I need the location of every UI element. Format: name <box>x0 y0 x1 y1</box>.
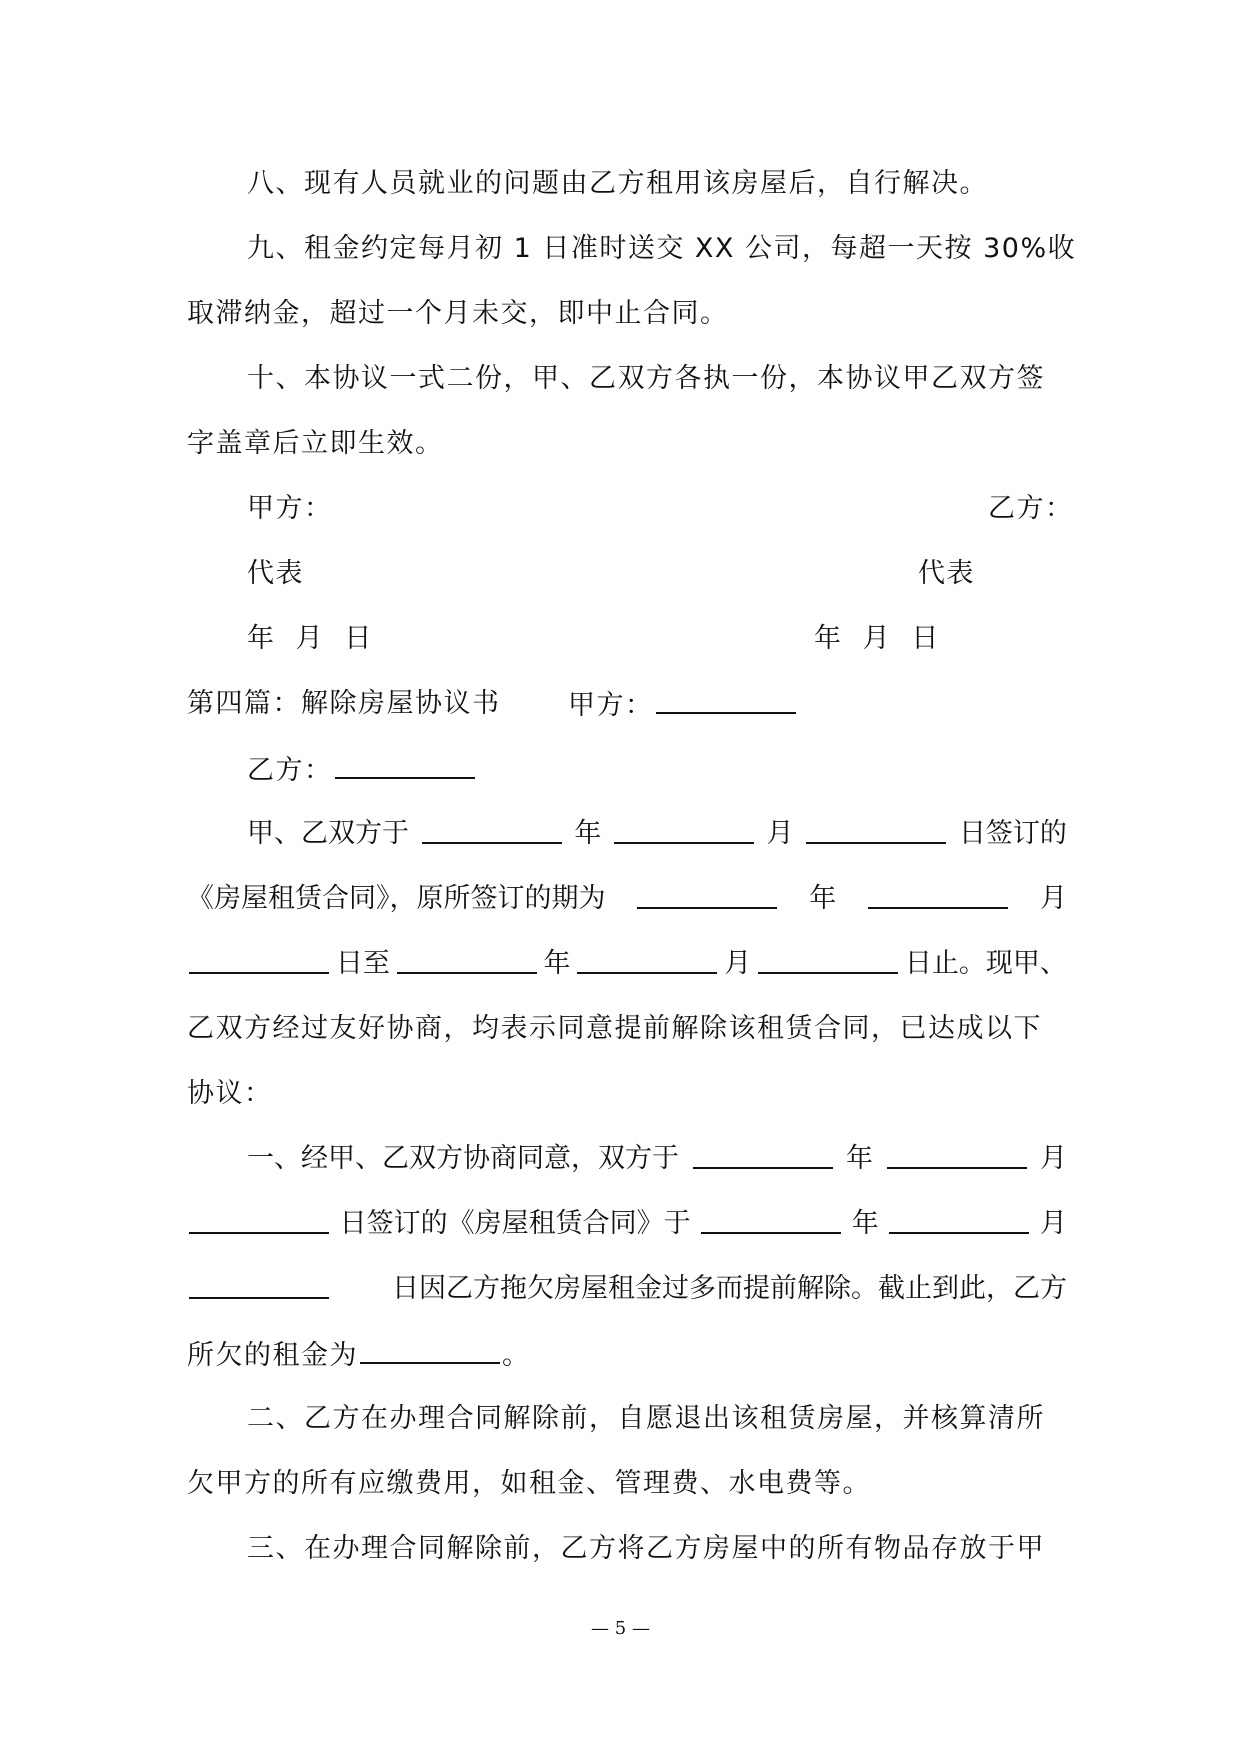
clause-1-line-2 <box>187 1204 1067 1244</box>
text-segment: 日至 <box>335 948 390 979</box>
text-segment: 日止。现甲、 <box>904 948 1067 979</box>
clause-2-line-1: 二、乙方在办理合同解除前，自愿退出该租赁房屋，并核算清所 <box>247 1403 1045 1434</box>
blank-line <box>614 814 754 844</box>
clause-10-line-1: 十、本协议一式二份，甲、乙双方各执一份，本协议甲乙双方签 <box>247 363 1045 394</box>
signature-rep-a: 代表 <box>247 558 304 589</box>
text-segment: 甲、乙双方于 <box>247 818 409 849</box>
signature-party-b: 乙方： <box>988 493 1074 524</box>
text-segment: 月 <box>724 948 752 979</box>
blank-line <box>577 944 717 974</box>
signature-date-a: 年 月 日 <box>247 623 373 654</box>
clause-9-line-2: 取滞纳金，超过一个月未交，即中止合同。 <box>187 298 729 329</box>
text-segment: 年 <box>809 883 837 914</box>
party-a-blank <box>656 684 796 714</box>
intro-line-2 <box>187 879 1067 919</box>
text-segment: 月 <box>1040 1143 1067 1174</box>
clause-1-line-1 <box>247 1139 1067 1179</box>
section-4-heading: 第四篇：解除房屋协议书 <box>187 688 501 719</box>
page-number: — 5 — <box>591 1618 650 1639</box>
text-segment: 日签订的 <box>958 818 1067 849</box>
blank-line <box>397 944 537 974</box>
text-segment: 《房屋租赁合同》，原所签订的期为 <box>187 883 606 914</box>
blank-line <box>360 1334 500 1364</box>
text-segment: 月 <box>766 818 794 849</box>
section-4-party-a <box>568 684 798 726</box>
clause-9-line-1: 九、租金约定每月初 1 日准时送交 XX 公司，每超一天按 30%收 <box>247 233 1077 264</box>
text-segment: 一、经甲、乙双方协商同意，双方于 <box>247 1143 679 1174</box>
blank-line <box>758 944 898 974</box>
blank-line <box>701 1204 841 1234</box>
text-segment: 年 <box>846 1143 873 1174</box>
blank-line <box>693 1139 833 1169</box>
blank-line <box>889 1204 1029 1234</box>
signature-rep-b: 代表 <box>918 558 975 589</box>
blank-line <box>422 814 562 844</box>
text-segment: 日签订的《房屋租赁合同》于 <box>339 1208 691 1239</box>
blank-line <box>189 1269 329 1299</box>
intro-line-4: 乙双方经过友好协商，均表示同意提前解除该租赁合同，已达成以下 <box>187 1013 1042 1044</box>
text-segment: 年 <box>574 818 602 849</box>
text-segment: 年 <box>851 1208 879 1239</box>
text-segment: 。 <box>502 1340 531 1371</box>
blank-line <box>189 944 329 974</box>
signature-party-a: 甲方： <box>247 493 333 524</box>
text-segment: 月 <box>1040 883 1067 914</box>
clause-3-line-1: 三、在办理合同解除前，乙方将乙方房屋中的所有物品存放于甲 <box>247 1533 1045 1564</box>
blank-line <box>868 879 1008 909</box>
intro-line-3 <box>187 944 1067 984</box>
clause-10-line-2: 字盖章后立即生效。 <box>187 428 444 459</box>
blank-line <box>887 1139 1027 1169</box>
text-segment: 所欠的租金为 <box>187 1340 358 1371</box>
intro-line-5: 协议： <box>187 1078 273 1109</box>
text-segment: 年 <box>543 948 571 979</box>
text-segment: 月 <box>1039 1208 1067 1239</box>
clause-8: 八、现有人员就业的问题由乙方租用该房屋后，自行解决。 <box>247 168 988 199</box>
clause-1-line-4 <box>187 1334 1067 1376</box>
clause-1-line-3 <box>187 1269 1067 1309</box>
text-segment: 日因乙方拖欠房屋租金过多而提前解除。截止到此，乙方 <box>392 1273 1067 1304</box>
clause-2-line-2: 欠甲方的所有应缴费用，如租金、管理费、水电费等。 <box>187 1468 871 1499</box>
blank-line <box>189 1204 329 1234</box>
blank-line <box>806 814 946 844</box>
signature-date-b: 年 月 日 <box>814 623 940 654</box>
party-b-blank <box>335 749 475 779</box>
party-a-label: 甲方： <box>568 690 654 721</box>
section-4-party-b <box>247 749 477 791</box>
party-b-label: 乙方： <box>247 755 333 786</box>
blank-line <box>637 879 777 909</box>
intro-line-1 <box>247 814 1067 854</box>
